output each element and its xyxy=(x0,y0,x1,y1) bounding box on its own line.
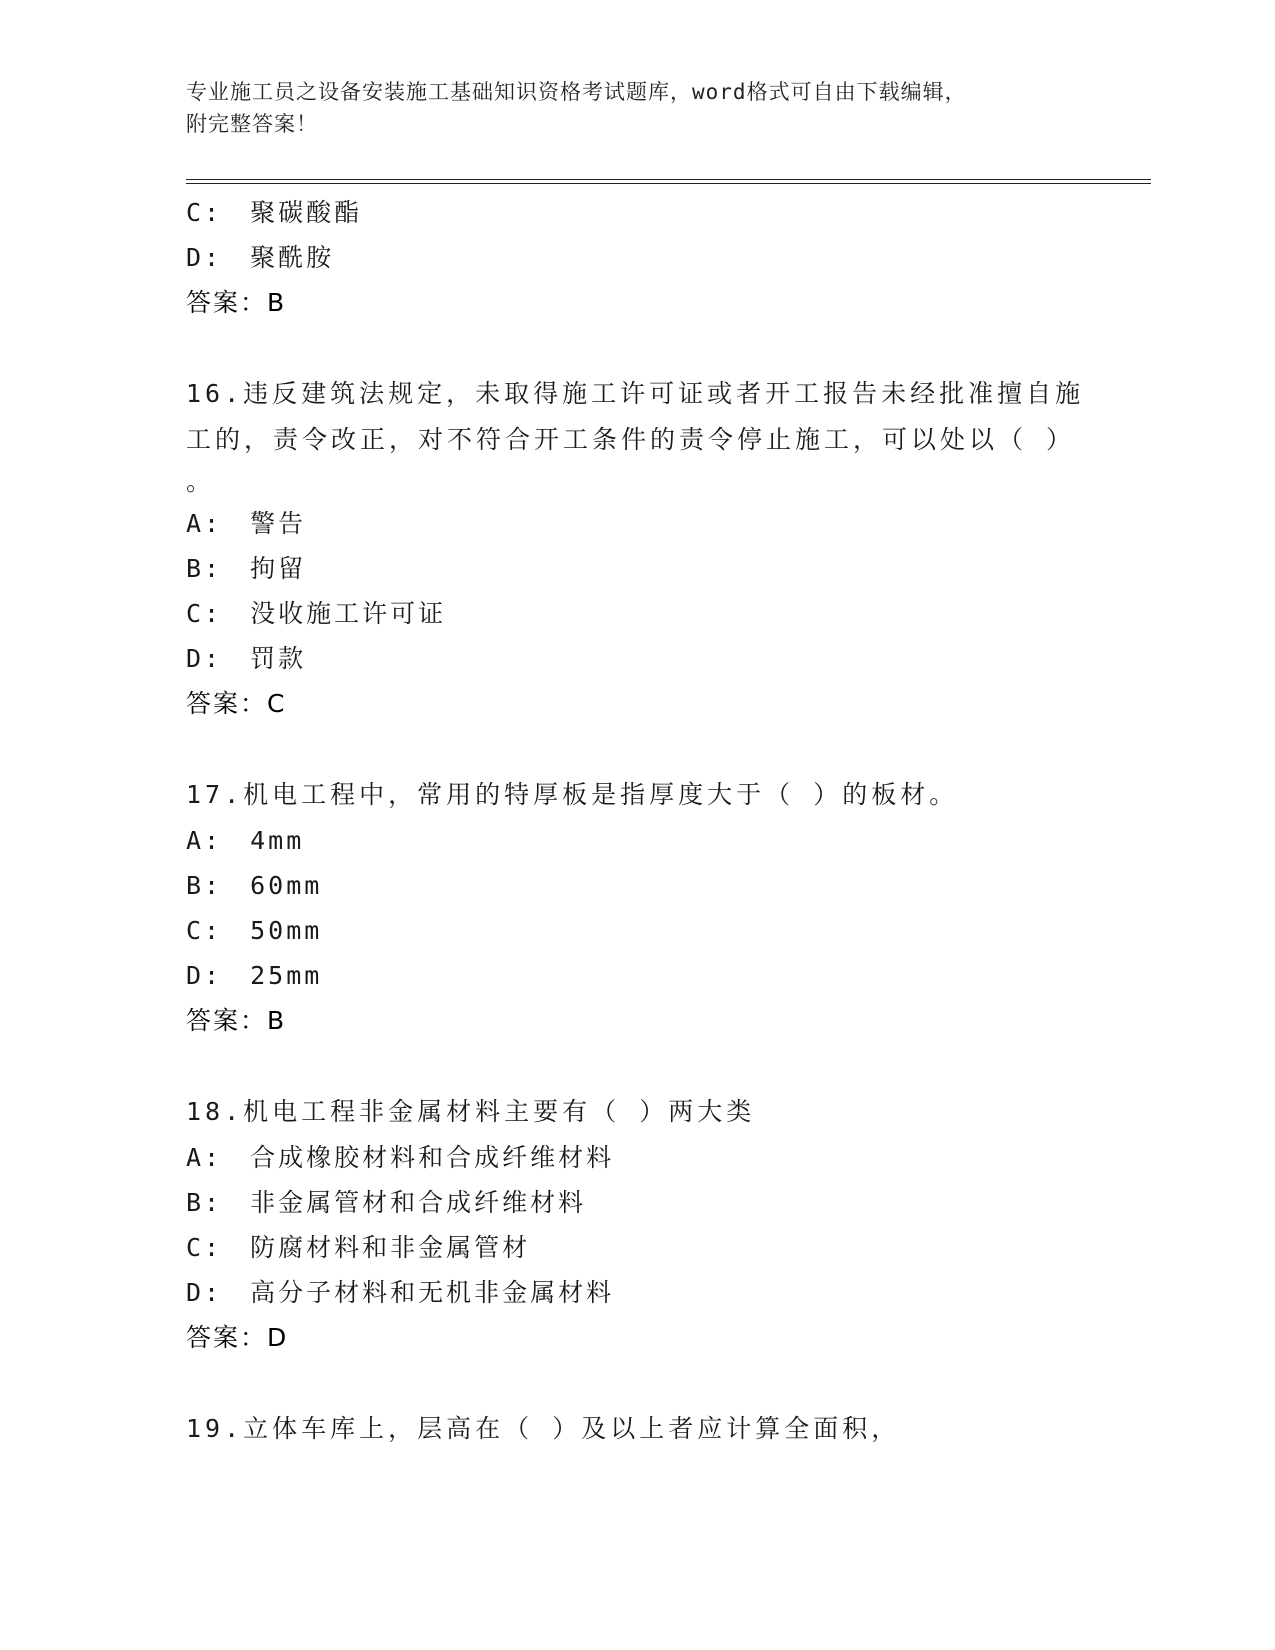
question-17 xyxy=(186,772,1106,1043)
answer-label: 答案：D xyxy=(186,1323,289,1352)
question-text: 19.立体车库上，层高在（ ）及以上者应计算全面积， xyxy=(186,1414,901,1443)
option-d: D: 25mm xyxy=(186,961,323,990)
header-title-line-2: 附完整答案！ xyxy=(186,112,318,136)
question-15-tail xyxy=(186,190,1106,325)
option-c: C: 聚碳酸酯 xyxy=(186,198,363,227)
question-text-line-2: 工的，责令改正，对不符合开工条件的责令停止施工，可以处以（ ） xyxy=(186,425,1076,454)
answer-label: 答案：B xyxy=(186,288,287,317)
option-a: A: 4mm xyxy=(186,826,305,855)
option-d: D: 聚酰胺 xyxy=(186,243,335,272)
answer-label: 答案：C xyxy=(186,689,287,718)
option-b: B: 非金属管材和合成纤维材料 xyxy=(186,1188,587,1217)
question-16 xyxy=(186,371,1106,726)
option-d: D: 高分子材料和无机非金属材料 xyxy=(186,1278,615,1307)
question-text: 17.机电工程中，常用的特厚板是指厚度大于（ ）的板材。 xyxy=(186,780,959,809)
header-divider-bottom xyxy=(186,183,1151,184)
document-body xyxy=(186,190,1106,1452)
spacer xyxy=(186,1043,1106,1089)
option-c: C: 没收施工许可证 xyxy=(186,599,447,628)
spacer xyxy=(186,325,1106,371)
option-c: C: 防腐材料和非金属管材 xyxy=(186,1233,531,1262)
option-b: B: 拘留 xyxy=(186,554,307,583)
header-divider-top xyxy=(186,179,1151,180)
document-header xyxy=(186,76,1086,140)
answer-label: 答案：B xyxy=(186,1006,287,1035)
question-text-line-3: 。 xyxy=(186,467,216,496)
option-a: A: 合成橡胶材料和合成纤维材料 xyxy=(186,1143,615,1172)
spacer xyxy=(186,1360,1106,1406)
spacer xyxy=(186,726,1106,772)
option-d: D: 罚款 xyxy=(186,644,307,673)
question-19 xyxy=(186,1406,1106,1452)
question-text-line-1: 16.违反建筑法规定，未取得施工许可证或者开工报告未经批准擅自施 xyxy=(186,379,1085,408)
question-18 xyxy=(186,1089,1106,1360)
header-title-line-1: 专业施工员之设备安装施工基础知识资格考试题库，word格式可自由下载编辑， xyxy=(186,80,967,104)
option-c: C: 50mm xyxy=(186,916,323,945)
option-b: B: 60mm xyxy=(186,871,323,900)
question-text: 18.机电工程非金属材料主要有（ ）两大类 xyxy=(186,1097,756,1126)
option-a: A: 警告 xyxy=(186,509,307,538)
